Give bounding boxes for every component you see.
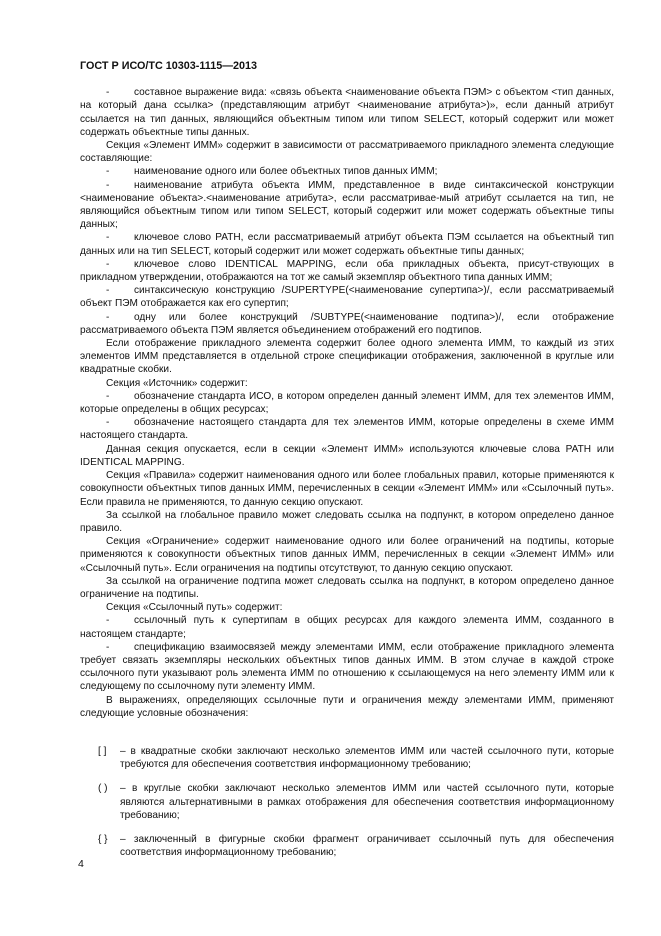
paragraph: Секция «Ссылочный путь» содержит: xyxy=(106,602,283,614)
list-item-text: спецификацию взаимосвязей между элементами ИММ, если отображение прикладного элемента требует связать экземпляры нескольких объектных типов данных ИММ. В этом случае в каждой строке ссылочного пути указывают роль элемента ИММ по отношению к ссылающемуся на него элементу ИММ или к следующему по ссылочному пути элементу ИММ. xyxy=(80,641,614,693)
paragraph: Секция «Ограничение» содержит наименование одного или более ограничений на подтипы, которые применяются к совокупности объектных типов данных ИММ, перечисленных в секции «Элемент ИММ» или «Ссылочный путь». Если ограничения на подтипы отсутствуют, то данную секцию опускают. xyxy=(80,536,614,574)
dash-marker: - xyxy=(106,311,110,323)
dash-marker: - xyxy=(106,166,110,178)
document-body xyxy=(80,86,614,720)
dash-marker: - xyxy=(106,417,110,429)
paragraph: За ссылкой на ограничение подтипа может следовать ссылка на подпункт, в котором определено данное ограничение на подтипы. xyxy=(80,575,614,600)
paragraph: Если отображение прикладного элемента содержит более одного элемента ИММ, то каждый из этих элементов ИММ представляется в отдельной строке спецификации отображения, заключенной в круглые или квадратные скобки. xyxy=(80,338,614,376)
paragraph: За ссылкой на глобальное правило может следовать ссылка на подпункт, в котором определено данное правило. xyxy=(80,509,614,534)
list-item xyxy=(80,231,614,257)
paragraph: Секция «Источник» содержит: xyxy=(106,377,248,389)
list-item-text: синтаксическую конструкцию /SUPERTYPE(<наименование супертипа>)/, если рассматриваемый объект ПЭМ отображается как его супертип; xyxy=(80,285,614,310)
notation-item xyxy=(80,745,614,771)
dash-marker: - xyxy=(106,87,110,99)
list-item xyxy=(80,165,614,178)
list-item-text: наименование атрибута объекта ИММ, представленное в виде синтаксической конструкции <наименование объекта>.<наименование атрибута>, если рассматривае-мый атрибут ссылается на тип, не являющийся объектным типом или типом SELECT, который содержит или может содержать объектные типы данных; xyxy=(80,179,614,231)
dash-marker: - xyxy=(106,232,110,244)
list-item-text: ссылочный путь к супертипам в общих ресурсах для каждого элемента ИММ, созданного в настоящем стандарте; xyxy=(80,615,614,640)
list-item-text: ключевое слово IDENTICAL MAPPING, если оба прикладных объекта, присут-ствующих в прикладном утверждении, отображаются на тот же самый экземпляр объектного типа данных ИММ; xyxy=(80,258,614,284)
list-item xyxy=(80,284,614,310)
list-item-text: ключевое слово PATH, если рассматриваемый атрибут объекта ПЭМ ссылается на объектный тип данных или на тип SELECT, который содержит или может содержать объектные типы данных; xyxy=(80,232,614,257)
document-header: ГОСТ Р ИСО/ТС 10303-1115—2013 xyxy=(80,60,258,72)
notation-text: – заключенный в фигурные скобки фрагмент ограничивает ссылочный путь для обеспечения соответствия информационному требованию; xyxy=(120,833,614,859)
paragraph: Секция «Правила» содержит наименования одного или более глобальных правил, которые применяются к совокупности объектных типов данных ИММ, перечисленных в секции «Элемент ИММ» или «Ссылочный путь». Если правила не применяются, то данную секцию опускают. xyxy=(80,470,614,508)
list-item-text: составное выражение вида: «связь объекта <наименование объекта ПЭМ> с объектом <тип данных, на который дана ссылка> (представляющим атрибут <наименование атрибута>)», если данный атрибут ссылается на тип данных, являющийся объектным типом или типом SELECT, который содержит или может содержать объектные типы данных. xyxy=(80,87,614,138)
notation-item xyxy=(80,782,614,822)
paragraph: Секция «Элемент ИММ» содержит в зависимости от рассматриваемого прикладного элемента следующие составляющие: xyxy=(80,140,614,165)
notation-symbol: [ ] xyxy=(98,745,107,757)
list-item xyxy=(80,390,614,416)
list-item xyxy=(80,311,614,337)
notation-list xyxy=(80,745,614,859)
list-item xyxy=(80,614,614,640)
list-item-text: обозначение настоящего стандарта для тех элементов ИММ, которые определены в схеме ИММ настоящего стандарта. xyxy=(80,417,614,442)
notation-symbol: { } xyxy=(98,833,108,845)
notation-item xyxy=(80,833,614,859)
paragraph: Данная секция опускается, если в секции «Элемент ИММ» используются ключевые слова PATH или IDENTICAL MAPPING. xyxy=(80,443,614,468)
page-number: 4 xyxy=(78,858,84,870)
dash-marker: - xyxy=(106,390,110,402)
notation-text: – в круглые скобки заключают несколько элементов ИММ или частей ссылочного пути, которые являются альтернативными в рамках отображения для обеспечения соответствия информационному требованию; xyxy=(120,783,614,821)
dash-marker: - xyxy=(106,285,110,297)
list-item-text: одну или более конструкций /SUBTYPE(<наименование подтипа>)/, если отображение рассматриваемого объекта ПЭМ является объединением отображений его подтипов. xyxy=(80,311,614,336)
notation-text: – в квадратные скобки заключают несколько элементов ИММ или частей ссылочного пути, которые требуются для обеспечения соответствия информационному требованию; xyxy=(120,745,614,771)
dash-marker: - xyxy=(106,258,110,270)
dash-marker: - xyxy=(106,179,110,191)
list-item-text: обозначение стандарта ИСО, в котором определен данный элемент ИММ, для тех элементов ИММ, которые определены в общих ресурсах; xyxy=(80,390,614,416)
list-item xyxy=(80,86,614,139)
paragraph: В выражениях, определяющих ссылочные пути и ограничения между элементами ИММ, применяют следующие условные обозначения: xyxy=(80,694,614,719)
dash-marker: - xyxy=(106,641,110,653)
list-item-text: наименование одного или более объектных типов данных ИММ; xyxy=(134,166,438,178)
list-item xyxy=(80,641,614,694)
list-item xyxy=(80,179,614,232)
dash-marker: - xyxy=(106,615,110,627)
document-page xyxy=(80,60,614,870)
list-item xyxy=(80,258,614,284)
notation-symbol: ( ) xyxy=(98,783,108,795)
list-item xyxy=(80,416,614,442)
